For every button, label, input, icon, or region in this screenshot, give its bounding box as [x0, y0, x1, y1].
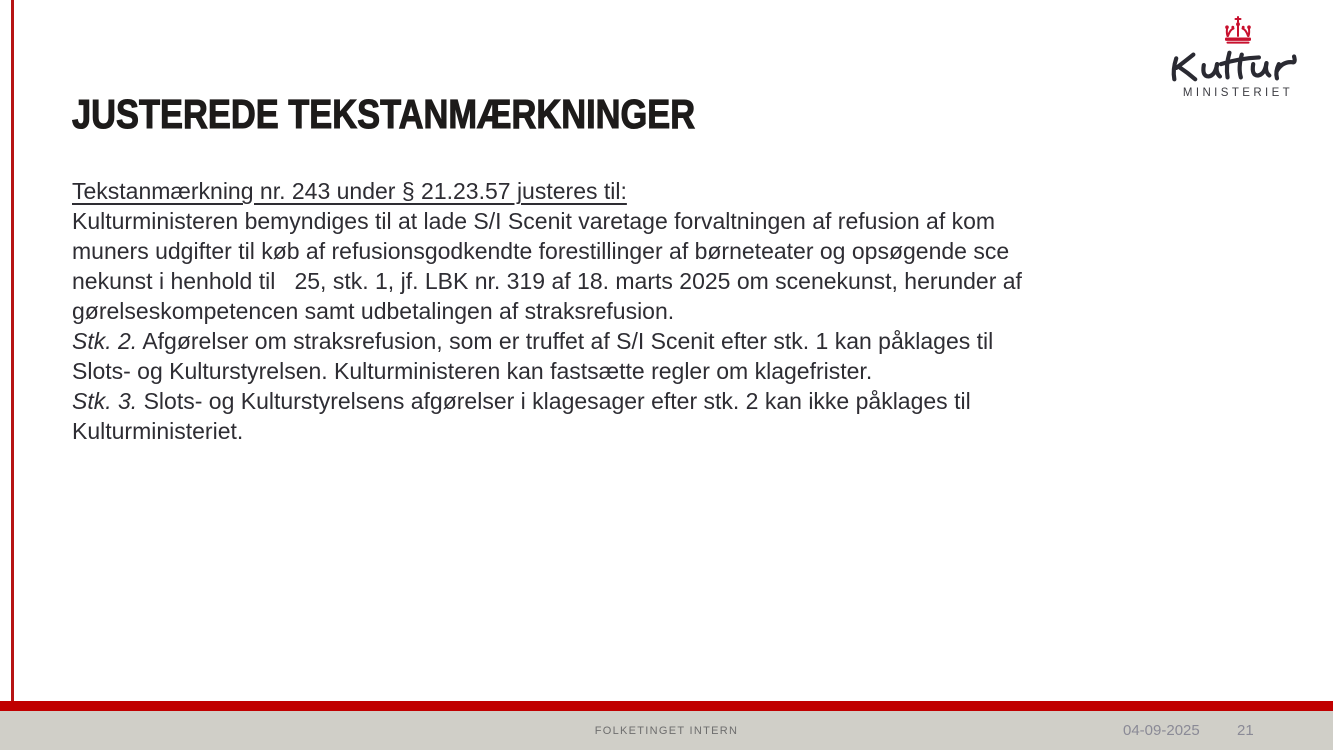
crown-icon	[1220, 14, 1256, 46]
stk2-text: Afgørelser om straksrefusion, som er truffet af S/I Scenit efter stk. 1 kan påklages til	[137, 328, 994, 354]
body-line: nekunst i henhold til 25, stk. 1, jf. LBK nr. 319 af 18. marts 2025 om scenekunst, herunder af	[72, 268, 1022, 294]
page-title: JUSTEREDE TEKSTANMÆRKNINGER	[72, 91, 696, 138]
ministry-wordmark: MINISTERIET	[1182, 87, 1294, 99]
body-line-stk2	[72, 326, 1252, 356]
footer-red-bar	[0, 701, 1333, 711]
footer-classification: FOLKETINGET INTERN	[594, 724, 739, 737]
body-line: Kulturministeren bemyndiges til at lade S/I Scenit varetage forvaltningen af refusion af kom	[72, 208, 996, 234]
kulturministeriet-logo	[1163, 14, 1313, 99]
footer-date: 04-09-2025	[1123, 722, 1200, 739]
kultur-script-logo	[1165, 47, 1311, 85]
body-line: muners udgifter til køb af refusionsgodkendte forestillinger af børneteater og opsøgende sce	[72, 238, 1010, 264]
body-line: Slots- og Kulturstyrelsen. Kulturministeren kan fastsætte regler om klagefrister.	[72, 358, 873, 384]
body-line-stk3	[72, 386, 1252, 416]
body-line: Kulturministeriet.	[72, 418, 244, 444]
body-text-block	[72, 176, 1252, 446]
stk3-lead: Stk. 3.	[72, 388, 138, 414]
body-line: gørelseskompetencen samt udbetalingen af straksrefusion.	[72, 298, 675, 324]
left-red-accent-line	[11, 0, 14, 711]
body-line-heading: Tekstanmærkning nr. 243 under § 21.23.57 justeres til:	[72, 178, 627, 204]
footer-page-number: 21	[1237, 722, 1254, 739]
footer	[0, 711, 1333, 750]
stk3-text: Slots- og Kulturstyrelsens afgørelser i klagesager efter stk. 2 kan ikke påklages til	[137, 388, 971, 414]
stk2-lead: Stk. 2.	[72, 328, 138, 354]
